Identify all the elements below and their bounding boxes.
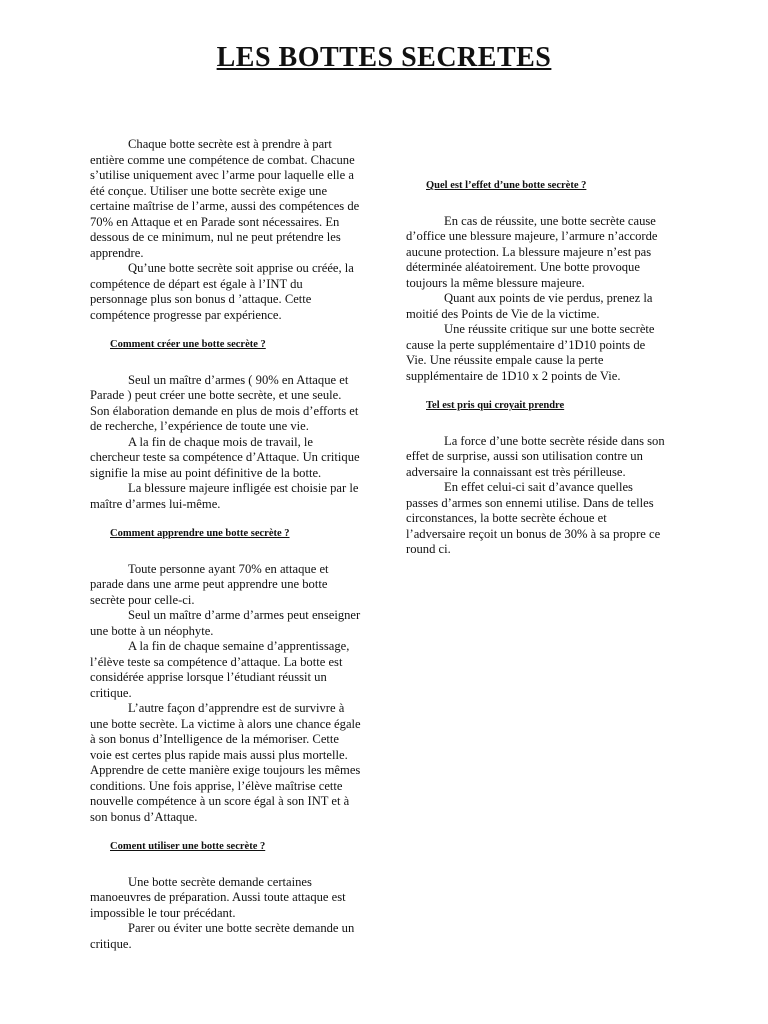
paragraph: Seul un maître d’armes ( 90% en Attaque et Parade ) peut créer une botte secrète, et une seule. Son élaboration demande en plus de mois d’efforts et de recherche, l’expérience de toute une vie. [90,372,359,433]
section-heading: Quel est l’effet d’une botte secrète ? [426,180,587,191]
paragraph: A la fin de chaque mois de travail, le chercheur teste sa compétence d’Attaque. Un critique signifie la mise au point définitive de la botte. [90,434,360,480]
section-heading: Comment apprendre une botte secrète ? [110,528,290,539]
paragraph: Qu’une botte secrète soit apprise ou créée, la compétence de départ est égale à l’INT du personnage plus son bonus d ’attaque. Cette compétence progresse par expérience. [90,261,354,322]
section-heading: Coment utiliser une botte secrète ? [110,841,266,852]
paragraph: La blessure majeure infligée est choisie par le maître d’armes lui-même. [90,481,359,511]
paragraph: En effet celui-ci sait d’avance quelles passes d’armes son ennemi utilise. Dans de telles circonstances, la botte secrète échoue et l’adversaire reçoit un bonus de 30% à sa propre ce round ci. [406,480,661,556]
paragraph: La force d’une botte secrète réside dans son effet de surprise, aussi son utilisation contre un adversaire la connaissant est très périlleuse. [406,433,665,479]
page-title: LES BOTTES SECRETES [216,42,552,73]
paragraph: Quant aux points de vie perdus, prenez la moitié des Points de Vie de la victime. [406,291,653,321]
paragraph: Une botte secrète demande certaines manoeuvres de préparation. Aussi toute attaque est impossible le tour précédant. [90,874,346,920]
left-column [90,137,362,952]
paragraph: Parer ou éviter une botte secrète demande un critique. [90,921,355,951]
right-column [406,178,668,558]
paragraph: L’autre façon d’apprendre est de survivre à une botte secrète. La victime à alors une chance égale à son bonus d’Intelligence de la mémoriser. Cette voie est certes plus rapide mais aussi plus mortelle. Apprendre de cette manière exige toujours les mêmes conditions. Une fois apprise, l’élève maîtrise cette nouvelle compétence à un score égal à son INT et à son bonus d’Attaque. [90,701,361,824]
paragraph: A la fin de chaque semaine d’apprentissage, l’élève teste sa compétence d’attaque. La botte est considérée apprise lorsque l’étudiant réussit un critique. [90,639,350,700]
paragraph: Seul un maître d’arme d’armes peut enseigner une botte à un néophyte. [90,608,361,638]
paragraph: Une réussite critique sur une botte secrète cause la perte supplémentaire d’1D10 points de Vie. Une réussite empale cause la perte supplémentaire de 1D10 x 2 points de Vie. [406,322,655,383]
section-heading: Tel est pris qui croyait prendre [426,400,565,411]
paragraph: En cas de réussite, une botte secrète cause d’office une blessure majeure, l’armure n’accorde aucune protection. La blessure majeure n’est pas déterminée aléatoirement. Une botte provoque toujours la même blessure majeure. [406,213,658,290]
paragraph: Toute personne ayant 70% en attaque et parade dans une arme peut apprendre une botte secrète pour celle-ci. [90,561,329,607]
section-heading: Comment créer une botte secrète ? [110,339,266,350]
paragraph: Chaque botte secrète est à prendre à part entière comme une compétence de combat. Chacune s’utilise uniquement avec l’arme pour laquelle elle a été conçue. Utiliser une botte secrète exige une certaine maîtrise de l’arme, aussi des compétences de 70% en Attaque et en Parade sont nécessaires. En dessous de ce minimum, nul ne peut prétendre les apprendre. [90,137,360,260]
